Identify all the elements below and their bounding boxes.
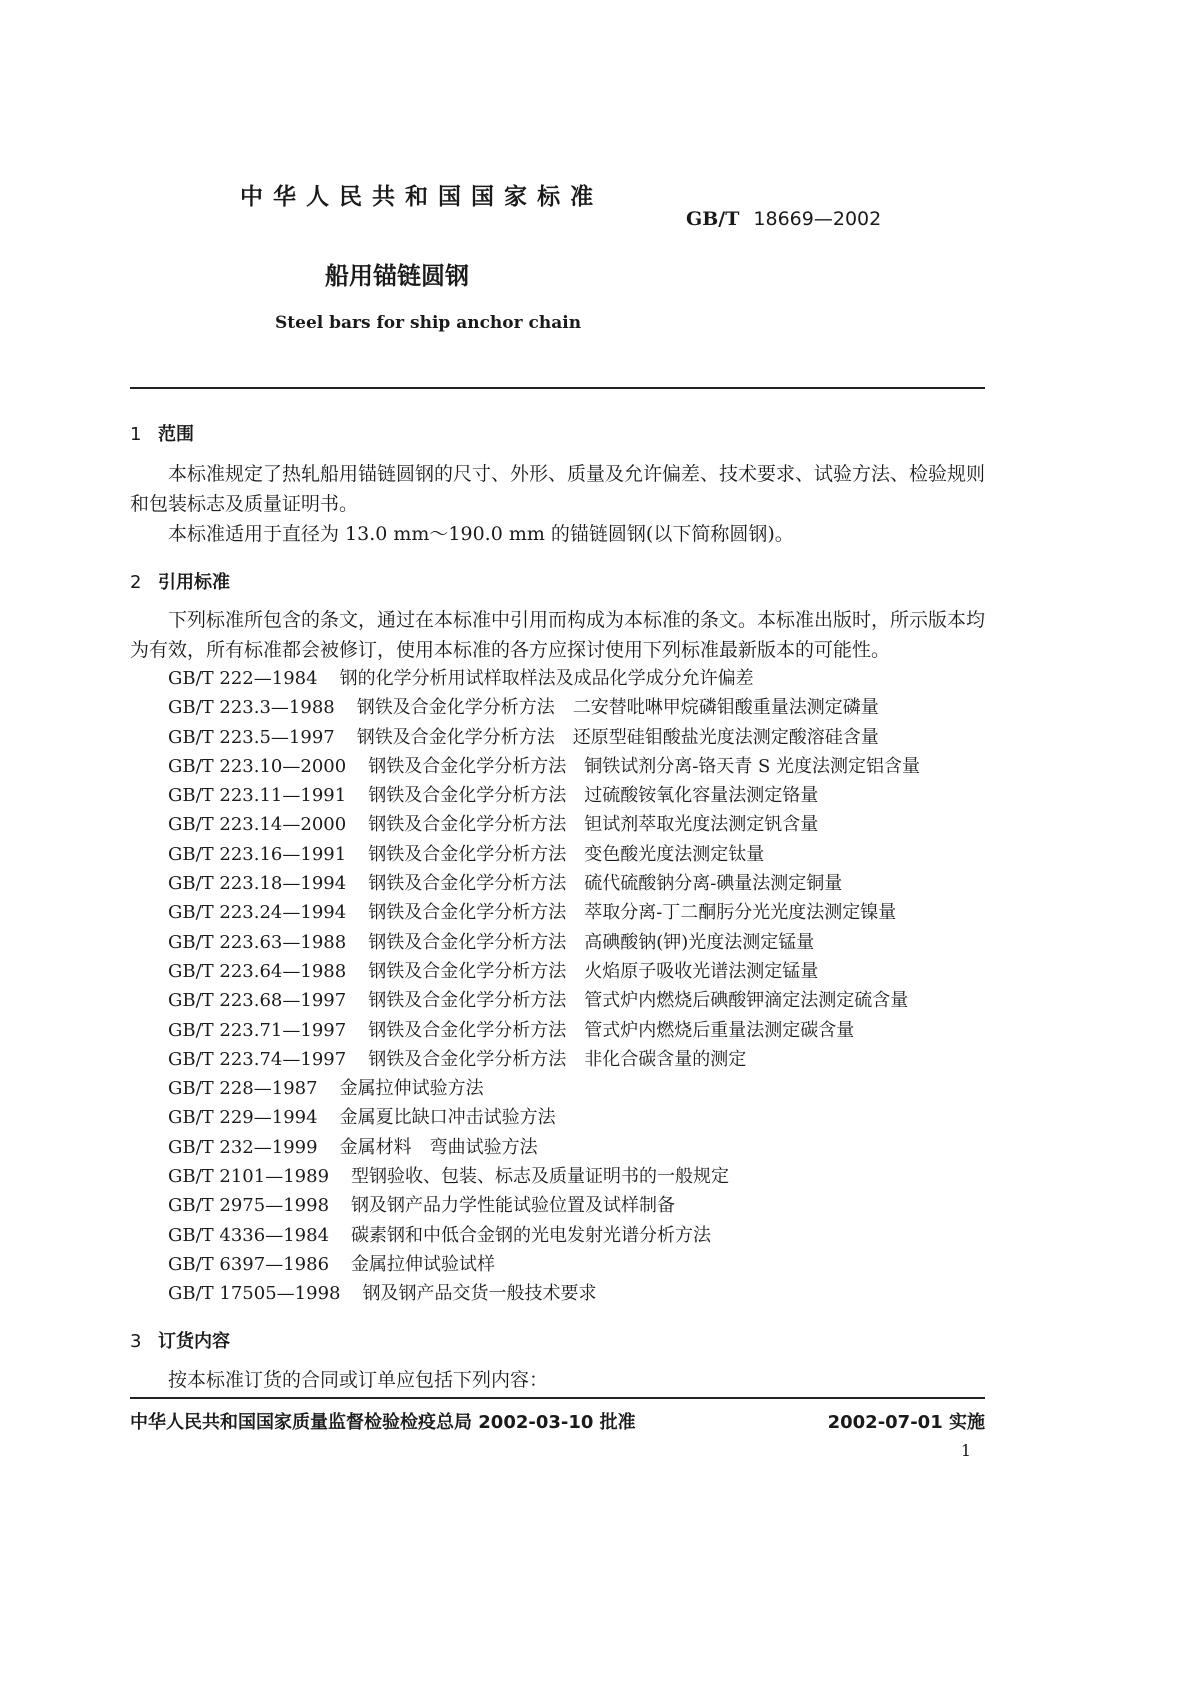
reference-code: GB/T 223.71—1997 — [168, 1019, 347, 1041]
reference-code: GB/T 4336—1984 — [168, 1224, 330, 1246]
list-item — [168, 898, 920, 927]
reference-title: 钢铁及合金化学分析方法 非化合碳含量的测定 — [368, 1048, 747, 1070]
section-2-intro — [130, 605, 986, 665]
list-item — [168, 1103, 920, 1132]
reference-code: GB/T 229—1994 — [168, 1107, 318, 1129]
section-title: 引用标准 — [158, 572, 230, 593]
list-item — [168, 986, 920, 1015]
list-item — [168, 840, 920, 869]
reference-title: 型钢验收、包装、标志及质量证明书的一般规定 — [351, 1166, 730, 1188]
section-1-heading — [130, 420, 194, 446]
list-item — [168, 1045, 920, 1074]
title-english: Steel bars for ship anchor chain — [275, 313, 582, 333]
header-divider — [130, 387, 985, 389]
standard-code — [686, 208, 881, 230]
page-number: 1 — [960, 1441, 971, 1460]
reference-code: GB/T 2101—1989 — [168, 1166, 330, 1188]
list-item — [168, 1074, 920, 1103]
standard-code-prefix: GB/T — [686, 208, 740, 230]
section-number: 3 — [130, 1331, 142, 1352]
reference-code: GB/T 223.5—1997 — [168, 726, 335, 748]
reference-title: 钢铁及合金化学分析方法 火焰原子吸收光谱法测定锰量 — [368, 960, 819, 982]
reference-code: GB/T 228—1987 — [168, 1078, 318, 1100]
list-item — [168, 1250, 920, 1279]
reference-code: GB/T 223.11—1991 — [168, 785, 347, 807]
reference-title: 钢铁及合金化学分析方法 管式炉内燃烧后碘酸钾滴定法测定硫含量 — [368, 990, 909, 1012]
reference-title: 钢及钢产品力学性能试验位置及试样制备 — [351, 1195, 676, 1217]
section-number: 1 — [130, 424, 142, 445]
list-item — [168, 1221, 920, 1250]
section-2-heading — [130, 568, 230, 594]
scope-paragraph-1: 本标准规定了热轧船用锚链圆钢的尺寸、外形、质量及允许偏差、技术要求、试验方法、检验规则和包装标志及质量证明书。 — [130, 463, 986, 515]
reference-title: 钢铁及合金化学分析方法 钽试剂萃取光度法测定钒含量 — [368, 814, 819, 836]
list-item — [168, 928, 920, 957]
reference-list — [168, 664, 920, 1309]
reference-title: 碳素钢和中低合金钢的光电发射光谱分析方法 — [351, 1224, 712, 1246]
title-chinese: 船用锚链圆钢 — [325, 262, 469, 290]
reference-code: GB/T 17505—1998 — [168, 1283, 341, 1305]
reference-title: 钢铁及合金化学分析方法 硫代硫酸钠分离-碘量法测定铜量 — [368, 873, 843, 895]
reference-title: 钢铁及合金化学分析方法 还原型硅钼酸盐光度法测定酸溶硅含量 — [356, 726, 879, 748]
reference-title: 金属材料 弯曲试验方法 — [339, 1136, 538, 1158]
effective-date: 2002-07-01 实施 — [827, 1412, 985, 1433]
list-item — [168, 1016, 920, 1045]
order-content-paragraph: 按本标准订货的合同或订单应包括下列内容： — [168, 1369, 549, 1391]
reference-title: 钢及钢产品交货一般技术要求 — [362, 1283, 597, 1305]
references-intro-paragraph: 下列标准所包含的条文，通过在本标准中引用而构成为本标准的条文。本标准出版时，所示版本均为有效，所有标准都会被修订，使用本标准的各方应探讨使用下列标准最新版本的可能性。 — [130, 609, 986, 661]
reference-title: 钢铁及合金化学分析方法 变色酸光度法测定钛量 — [368, 843, 765, 865]
reference-code: GB/T 223.18—1994 — [168, 873, 347, 895]
reference-title: 钢铁及合金化学分析方法 管式炉内燃烧后重量法测定碳含量 — [368, 1019, 855, 1041]
reference-title: 金属拉伸试验试样 — [351, 1253, 496, 1275]
list-item — [168, 693, 920, 722]
section-title: 订货内容 — [158, 1331, 230, 1352]
list-item — [168, 1191, 920, 1220]
reference-code: GB/T 223.68—1997 — [168, 990, 347, 1012]
reference-code: GB/T 223.3—1988 — [168, 697, 335, 719]
reference-code: GB/T 223.64—1988 — [168, 960, 347, 982]
scope-paragraph-2: 本标准适用于直径为 13.0 mm～190.0 mm 的锚链圆钢(以下简称圆钢)。 — [168, 523, 794, 545]
section-number: 2 — [130, 572, 142, 593]
reference-code: GB/T 6397—1986 — [168, 1253, 330, 1275]
reference-code: GB/T 223.14—2000 — [168, 814, 347, 836]
reference-title: 钢铁及合金化学分析方法 二安替吡啉甲烷磷钼酸重量法测定磷量 — [356, 697, 879, 719]
section-title: 范围 — [158, 424, 194, 445]
list-item — [168, 810, 920, 839]
list-item — [168, 957, 920, 986]
list-item — [168, 1133, 920, 1162]
footer-divider — [130, 1397, 985, 1399]
list-item — [168, 1162, 920, 1191]
reference-code: GB/T 223.24—1994 — [168, 902, 347, 924]
reference-title: 钢的化学分析用试样取样法及成品化学成分允许偏差 — [339, 668, 754, 689]
list-item — [168, 781, 920, 810]
reference-title: 钢铁及合金化学分析方法 铜铁试剂分离-铬天青 S 光度法测定铝含量 — [368, 755, 921, 777]
list-item — [168, 664, 920, 693]
reference-code: GB/T 222—1984 — [168, 668, 318, 689]
reference-title: 钢铁及合金化学分析方法 高碘酸钠(钾)光度法测定锰量 — [368, 931, 815, 953]
reference-code: GB/T 223.74—1997 — [168, 1048, 347, 1070]
national-standard-heading: 中 华 人 民 共 和 国 国 家 标 准 — [240, 184, 595, 210]
reference-code: GB/T 223.10—2000 — [168, 755, 347, 777]
section-3-body — [130, 1365, 986, 1395]
section-3-heading — [130, 1327, 230, 1353]
reference-title: 钢铁及合金化学分析方法 过硫酸铵氧化容量法测定铬量 — [368, 785, 819, 807]
reference-code: GB/T 232—1999 — [168, 1136, 318, 1158]
reference-title: 金属拉伸试验方法 — [339, 1078, 484, 1100]
list-item — [168, 869, 920, 898]
reference-title: 钢铁及合金化学分析方法 萃取分离-丁二酮肟分光光度法测定镍量 — [368, 902, 897, 924]
approval-line: 中华人民共和国国家质量监督检验检疫总局 2002-03-10 批准 — [130, 1412, 636, 1433]
list-item — [168, 752, 920, 781]
section-1-body — [130, 459, 986, 549]
list-item — [168, 1279, 920, 1308]
reference-title: 金属夏比缺口冲击试验方法 — [339, 1107, 556, 1129]
list-item — [168, 723, 920, 752]
standard-code-number: 18669—2002 — [753, 208, 882, 230]
reference-code: GB/T 223.16—1991 — [168, 843, 347, 865]
reference-code: GB/T 223.63—1988 — [168, 931, 347, 953]
reference-code: GB/T 2975—1998 — [168, 1195, 330, 1217]
